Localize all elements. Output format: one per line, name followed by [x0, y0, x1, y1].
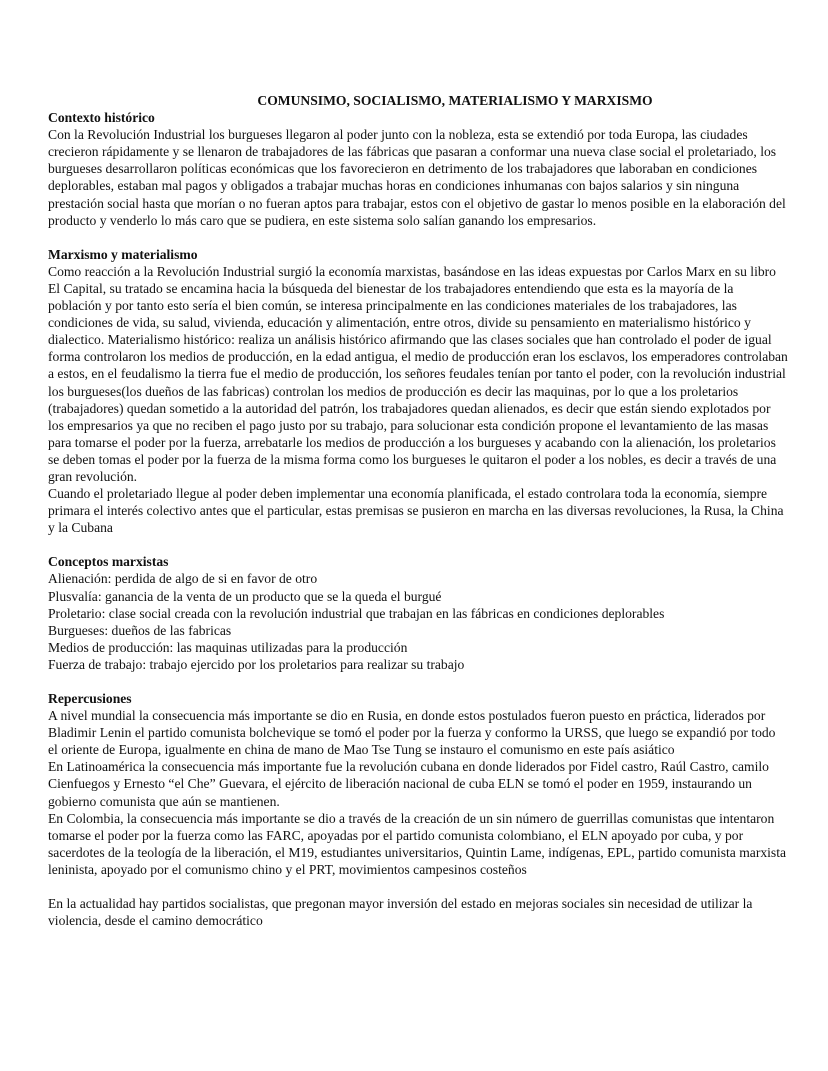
paragraph: Con la Revolución Industrial los burgueses llegaron al poder junto con la nobleza, esta se extendió por toda Europa, las ciudades crecieron rápidamente y se llenaron de trabajadores de las fábricas que pasaran a conformar una nueva clase social el proletariado, los burgueses desarrollaron políticas económicas que los favorecieron en detrimento de los trabajadores que laboraban en condiciones deplorables, estaban mal pagos y obligados a trabajar muchas horas en condiciones inhumanas con bajos salarios y sin ninguna prestación social hasta que morían o no fueran aptos para trabajar, estos con el objetivo de gastar lo menos posible en la elaboración del producto y venderlo lo más caro que se pudiera, en este sistema solo salían ganando los empresarios. [48, 127, 786, 228]
section-heading: Conceptos marxistas [48, 554, 169, 570]
paragraph: Como reacción a la Revolución Industrial surgió la economía marxistas, basándose en las ideas expuestas por Carlos Marx en su libro El Capital, su tratado se encamina hacia la búsqueda del bienestar de los trabajadores entendiendo que esta es la mayoría de la población y por tanto esto sería el bien común, se interesa principalmente en las condiciones materiales de los trabajadores, las condiciones de vida, su salud, vivienda, educación y alimentación, entre otros, divide su pensamiento en materialismo histórico y dialectico. Materialismo histórico: realiza un análisis histórico afirmando que las clases sociales que han controlado el poder de igual forma controlaron los medios de producción, en la edad antigua, el medio de producción eran los esclavos, los emperadores controlaban a estos, en el feudalismo la tierra fue el medio de producción, los señores feudales tenían por tanto el poder, con la revolución industrial los burgueses(los dueños de las fabricas) controlan los medios de producción es decir las maquinas, por lo que a los proletarios (trabajadores) quedan sometido a la autoridad del patrón, los trabajadores quedan alienados, es decir que están siendo explotados por los empresarios ya que no reciben el pago justo por su trabajo, para solucionar esta condición propone el levantamiento de las masas para tomarse el poder por la fuerza, arrebatarle los medios de producción a los burgueses y acabando con la alienación, los proletarios se deben tomas el poder por la fuerza de la misma forma como los burgueses le quitaron el poder a los nobles, es decir a través de una gran revolución. [48, 263, 788, 484]
concept-item: Plusvalía: ganancia de la venta de un producto que se la queda el burgué [48, 588, 442, 604]
paragraph-spacer [48, 536, 788, 553]
section-marxismo-materialismo [48, 246, 788, 537]
paragraph-spacer [48, 673, 788, 690]
concept-item: Fuerza de trabajo: trabajo ejercido por los proletarios para realizar su trabajo [48, 656, 465, 672]
concept-item: Burgueses: dueños de las fabricas [48, 622, 232, 638]
section-contexto-historico [48, 109, 788, 229]
concept-item: Alienación: perdida de algo de si en favor de otro [48, 571, 318, 587]
paragraph: En la actualidad hay partidos socialistas, que pregonan mayor inversión del estado en mejoras sociales sin necesidad de utilizar la violencia, desde el camino democrático [48, 896, 753, 929]
section-heading: Contexto histórico [48, 110, 155, 126]
document-title: COMUNSIMO, SOCIALISMO, MATERIALISMO Y MARXISMO [257, 93, 653, 108]
section-closing [48, 895, 788, 929]
section-heading: Marxismo y materialismo [48, 246, 198, 262]
paragraph: En Colombia, la consecuencia más importante se dio a través de la creación de un sin número de guerrillas comunistas que intentaron tomarse el poder por la fuerza como las FARC, apoyadas por el partido comunista colombiano, el ELN apoyado por cuba, y por sacerdotes de la teología de la liberación, el M19, estudiantes universitarios, Quintin Lame, indígenas, EPL, partido comunista marxista leninista, apoyado por el comunismo chino y el PRT, movimientos campesinos costeños [48, 810, 787, 877]
section-repercusiones [48, 690, 788, 878]
section-conceptos-marxistas [48, 553, 788, 673]
paragraph-spacer [48, 878, 788, 895]
section-heading: Repercusiones [48, 691, 132, 706]
paragraph: En Latinoamérica la consecuencia más importante fue la revolución cubana en donde liderados por Fidel castro, Raúl Castro, camilo Cienfuegos y Ernesto “el Che” Guevara, el ejército de liberación nacional de cuba ELN se tomó el poder en 1959, instaurando un gobierno comunista que aún se mantienen. [48, 759, 769, 809]
document-page [48, 92, 788, 929]
paragraph: A nivel mundial la consecuencia más importante se dio en Rusia, en donde estos postulados fueron puesto en práctica, liderados por Bladimir Lenin el partido comunista bolchevique se tomó el poder por la fuerza y conformo la URSS, que luego se expandió por todo el oriente de Europa, igualmente en china de mano de Mao Tse Tung se instauro el comunismo en este país asiático [48, 708, 776, 758]
paragraph-spacer [48, 229, 788, 246]
concept-item: Medios de producción: las maquinas utilizadas para la producción [48, 639, 408, 655]
concept-item: Proletario: clase social creada con la revolución industrial que trabajan en las fábricas en condiciones deplorables [48, 605, 665, 621]
paragraph: Cuando el proletariado llegue al poder deben implementar una economía planificada, el estado controlara toda la economía, siempre primara el interés colectivo antes que el particular, estas premisas se pusieron en marcha en las diversas revoluciones, la Rusa, la China y la Cubana [48, 486, 784, 536]
